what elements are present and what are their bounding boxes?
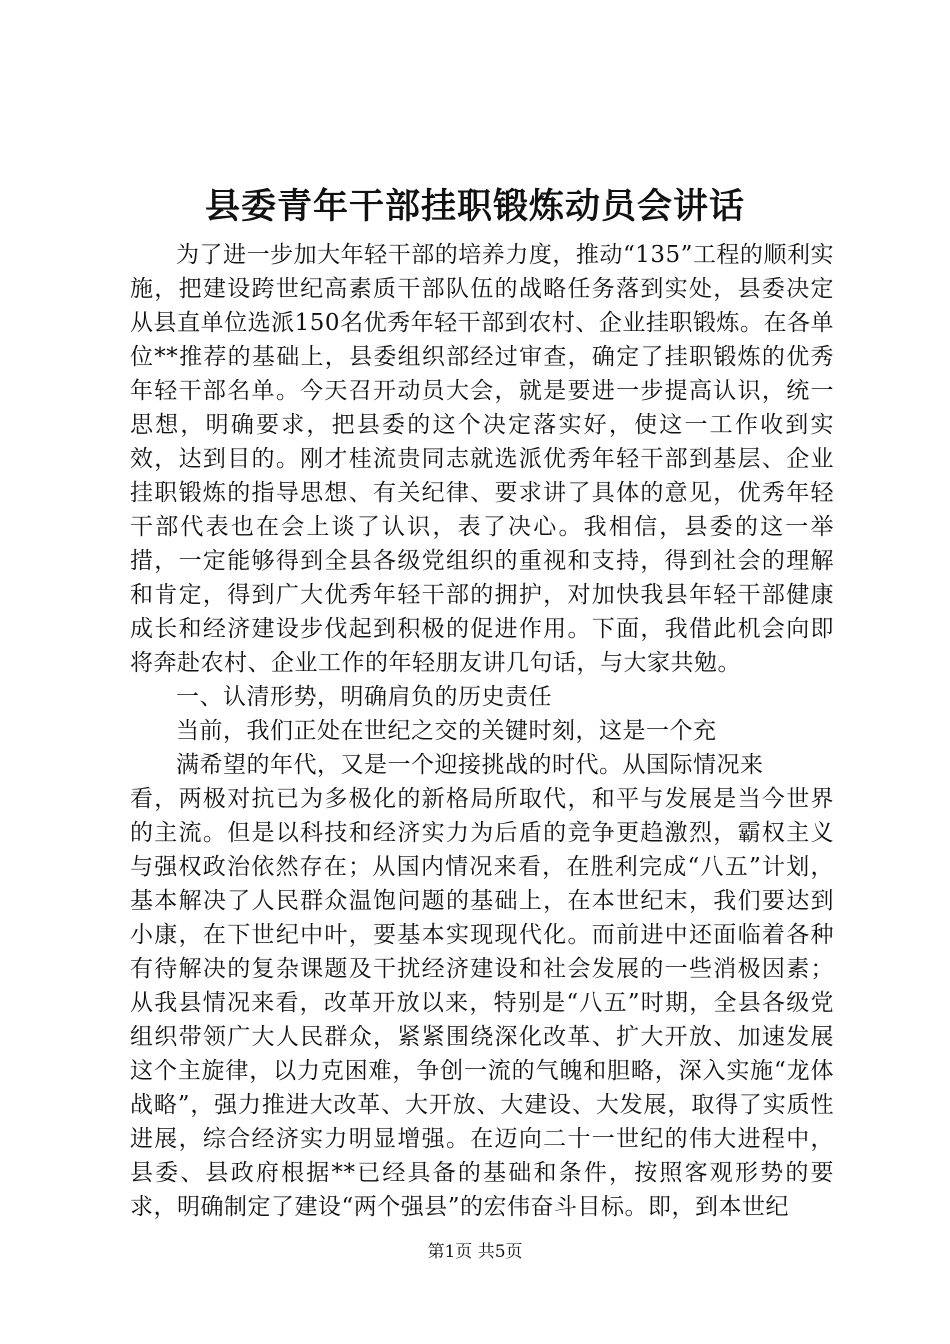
page-number-footer: 第1页 共5页 [427,1242,523,1262]
paragraph-hope-line: 满希望的年代，又是一个迎接挑战的时代。从国际情况来 [176,752,764,778]
section-heading: 一、认清形势，明确肩负的历史责任 [176,684,552,710]
paragraph-current-line: 当前，我们正处在世纪之交的关键时刻，这是一个充 [176,718,717,744]
document-title: 县委青年干部挂职锻炼动员会讲话 [204,186,745,227]
paragraph-intro: 为了进一步加大年轻干部的培养力度，推动“135”工程的顺利实施，把建设跨世纪高素质干部队伍的战略任务落到实处，县委决定从县直单位选派150名优秀年轻干部到农村、企业挂职锻炼。在各单位**推荐的基础上，县委组织部经过审查，确定了挂职锻炼的优秀年轻干部名单。今天召开动员大会，就是要进一步提高认识，统一思想，明确要求，把县委的这个决定落实好，使这一工作收到实效，达到目的。刚才桂流贵同志就选派优秀年轻干部到基层、企业挂职锻炼的指导思想、有关纪律、要求讲了具体的意见，优秀年轻干部代表也在会上谈了认识，表了决心。我相信，县委的这一举措，一定能够得到全县各级党组织的重视和支持，得到社会的理解和肯定，得到广大优秀年轻干部的拥护，对加快我县年轻干部健康成长和经济建设步伐起到积极的促进作用。下面，我借此机会向即将奔赴农村、企业工作的年轻朋友讲几句话，与大家共勉。 [130,242,834,676]
document-body [130,238,834,1224]
paragraph-situation: 看，两极对抗已为多极化的新格局所取代，和平与发展是当今世界的主流。但是以科技和经济实力为后盾的竞争更趋激烈，霸权主义与强权政治依然存在；从国内情况来看，在胜利完成“八五”计划，基本解决了人民群众温饱问题的基础上，在本世纪末，我们要达到小康，在下世纪中叶，要基本实现现代化。而前进中还面临着各种有待解决的复杂课题及干扰经济建设和社会发展的一些消极因素；从我县情况来看，改革开放以来，特别是“八五”时期，全县各级党组织带领广大人民群众，紧紧围绕深化改革、扩大开放、加速发展这个主旋律，以力克困难，争创一流的气魄和胆略，深入实施“龙体战略”，强力推进大改革、大开放、大建设、大发展，取得了实质性进展，综合经济实力明显增强。在迈向二十一世纪的伟大进程中，县委、县政府根据**已经具备的基础和条件，按照客观形势的要求，明确制定了建设“两个强县”的宏伟奋斗目标。即，到本世纪 [130,786,834,1220]
